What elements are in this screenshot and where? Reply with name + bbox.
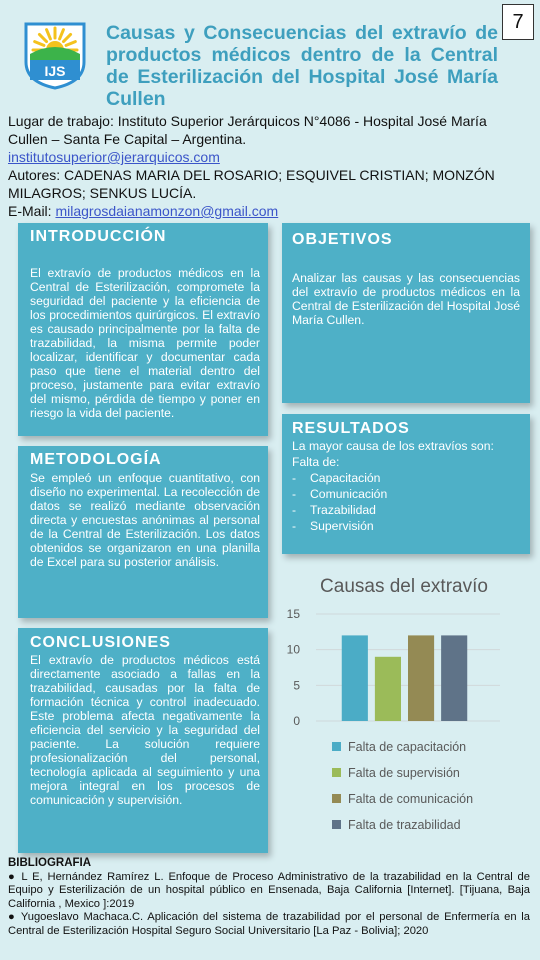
- email-label: E-Mail:: [8, 203, 52, 219]
- legend-swatch: [332, 742, 341, 751]
- causas-bar-chart: [278, 564, 530, 854]
- y-tick-label: 10: [286, 642, 300, 657]
- list-item: - Capacitación: [292, 470, 530, 486]
- bar: [375, 657, 401, 721]
- resultados-box: [282, 414, 530, 554]
- introduccion-box: [18, 223, 268, 436]
- resultados-list: [282, 470, 530, 534]
- conclusiones-heading: CONCLUSIONES: [30, 634, 171, 651]
- y-tick-label: 15: [286, 607, 300, 621]
- legend-swatch: [332, 820, 341, 829]
- authors-text: Autores: CADENAS MARIA DEL ROSARIO; ESQUIVEL CRISTIAN; MONZÓN MILAGROS; SENKUS LUCÍA.: [8, 167, 495, 201]
- legend-label: Falta de comunicación: [348, 792, 474, 806]
- bibliografia-heading: BIBLIOGRAFIA: [8, 857, 92, 869]
- metodologia-box: [18, 446, 268, 618]
- metodologia-text: Se empleó un enfoque cuantitativo, con diseño no experimental. La recolección de datos se realizó mediante observación directa y encuestas anónimas al personal de la Central de Esterilización. Los datos obtenidos se organizaron en una planilla de Excel para su posterior análisis.: [30, 471, 260, 569]
- conclusiones-box: [18, 628, 268, 853]
- chart-title: Causas del extravío: [320, 576, 488, 597]
- legend-swatch: [332, 768, 341, 777]
- workplace-text: Lugar de trabajo: Instituto Superior Jerárquicos N°4086 - Hospital José María Cullen – Santa Fe Capital – Argentina.: [8, 113, 487, 147]
- conclusiones-text: El extravío de productos médicos está directamente asociado a fallas en la trazabilidad, causadas por la falta de formación técnica y control inadecuado. Este problema afecta negativamente la eficiencia del servicio y la seguridad del paciente. La solución requiere profesionalización del personal, tecnología aplicada al seguimiento y una mejora integral en los procesos de comunicación y supervisión.: [30, 653, 260, 807]
- resultados-sublabel: Falta de:: [292, 455, 340, 469]
- objetivos-heading: OBJETIVOS: [292, 231, 393, 248]
- objetivos-text: Analizar las causas y las consecuencias del extravío de productos médicos en la Central de Esterilización del Hospital José María Cullen.: [292, 271, 520, 327]
- legend-label: Falta de supervisión: [348, 766, 460, 780]
- y-tick-label: 5: [293, 678, 300, 693]
- page-number: 7: [502, 4, 534, 40]
- legend-label: Falta de trazabilidad: [348, 818, 461, 832]
- introduccion-heading: INTRODUCCIÓN: [30, 228, 167, 245]
- bibliografia-ref: ● L E, Hernández Ramírez L. Enfoque de Proceso Administrativo de la trazabilidad en la Central de Equipo y Esterilización de un hospital público en Ensenada, Baja California [Internet]. [Tijuana, Baja California , Mexico ]:2019: [8, 870, 530, 910]
- metodologia-heading: METODOLOGÍA: [30, 451, 162, 468]
- workplace-email-link[interactable]: institutosuperior@jerarquicos.com: [8, 149, 220, 165]
- bar: [441, 635, 467, 721]
- bar: [408, 635, 434, 721]
- logo-lettering: IJS: [44, 63, 66, 79]
- poster-title: Causas y Consecuencias del extravío de productos médicos dentro de la Central de Esterilización del Hospital José María Cullen: [106, 22, 498, 110]
- y-tick-label: 0: [293, 714, 300, 728]
- bar: [342, 635, 368, 721]
- legend-swatch: [332, 794, 341, 803]
- objetivos-box: [282, 223, 530, 403]
- author-email-link[interactable]: milagrosdaianamonzon@gmail.com: [55, 203, 279, 219]
- resultados-heading: RESULTADOS: [292, 420, 410, 437]
- list-item: - Trazabilidad: [292, 502, 530, 518]
- legend-label: Falta de capacitación: [348, 740, 467, 754]
- institute-logo: [22, 20, 88, 90]
- author-info: [8, 112, 528, 220]
- resultados-intro: La mayor causa de los extravíos son:: [292, 439, 494, 453]
- bibliografia-ref: ● Yugoeslavo Machaca.C. Aplicación del sistema de trazabilidad por el personal de Enfermería en la Central de Esterilización Hospital Seguro Social Universitario [La Paz - Bolivia]; 2020: [8, 911, 530, 937]
- introduccion-text: El extravío de productos médicos en la Central de Esterilización, compromete la seguridad del paciente y la eficiencia de los procedimientos quirúrgicos. El extravío es causado principalmente por la falta de trazabilidad, la misma permite poder localizar, identificar y documentar cada paso que tiene el material dentro del proceso, justamente para evitar extravío del mismo, pérdida de tiempo y poner en riesgo la vida del paciente.: [30, 266, 260, 420]
- bibliografia-section: [8, 857, 530, 938]
- list-item: - Comunicación: [292, 486, 530, 502]
- list-item: - Supervisión: [292, 518, 530, 534]
